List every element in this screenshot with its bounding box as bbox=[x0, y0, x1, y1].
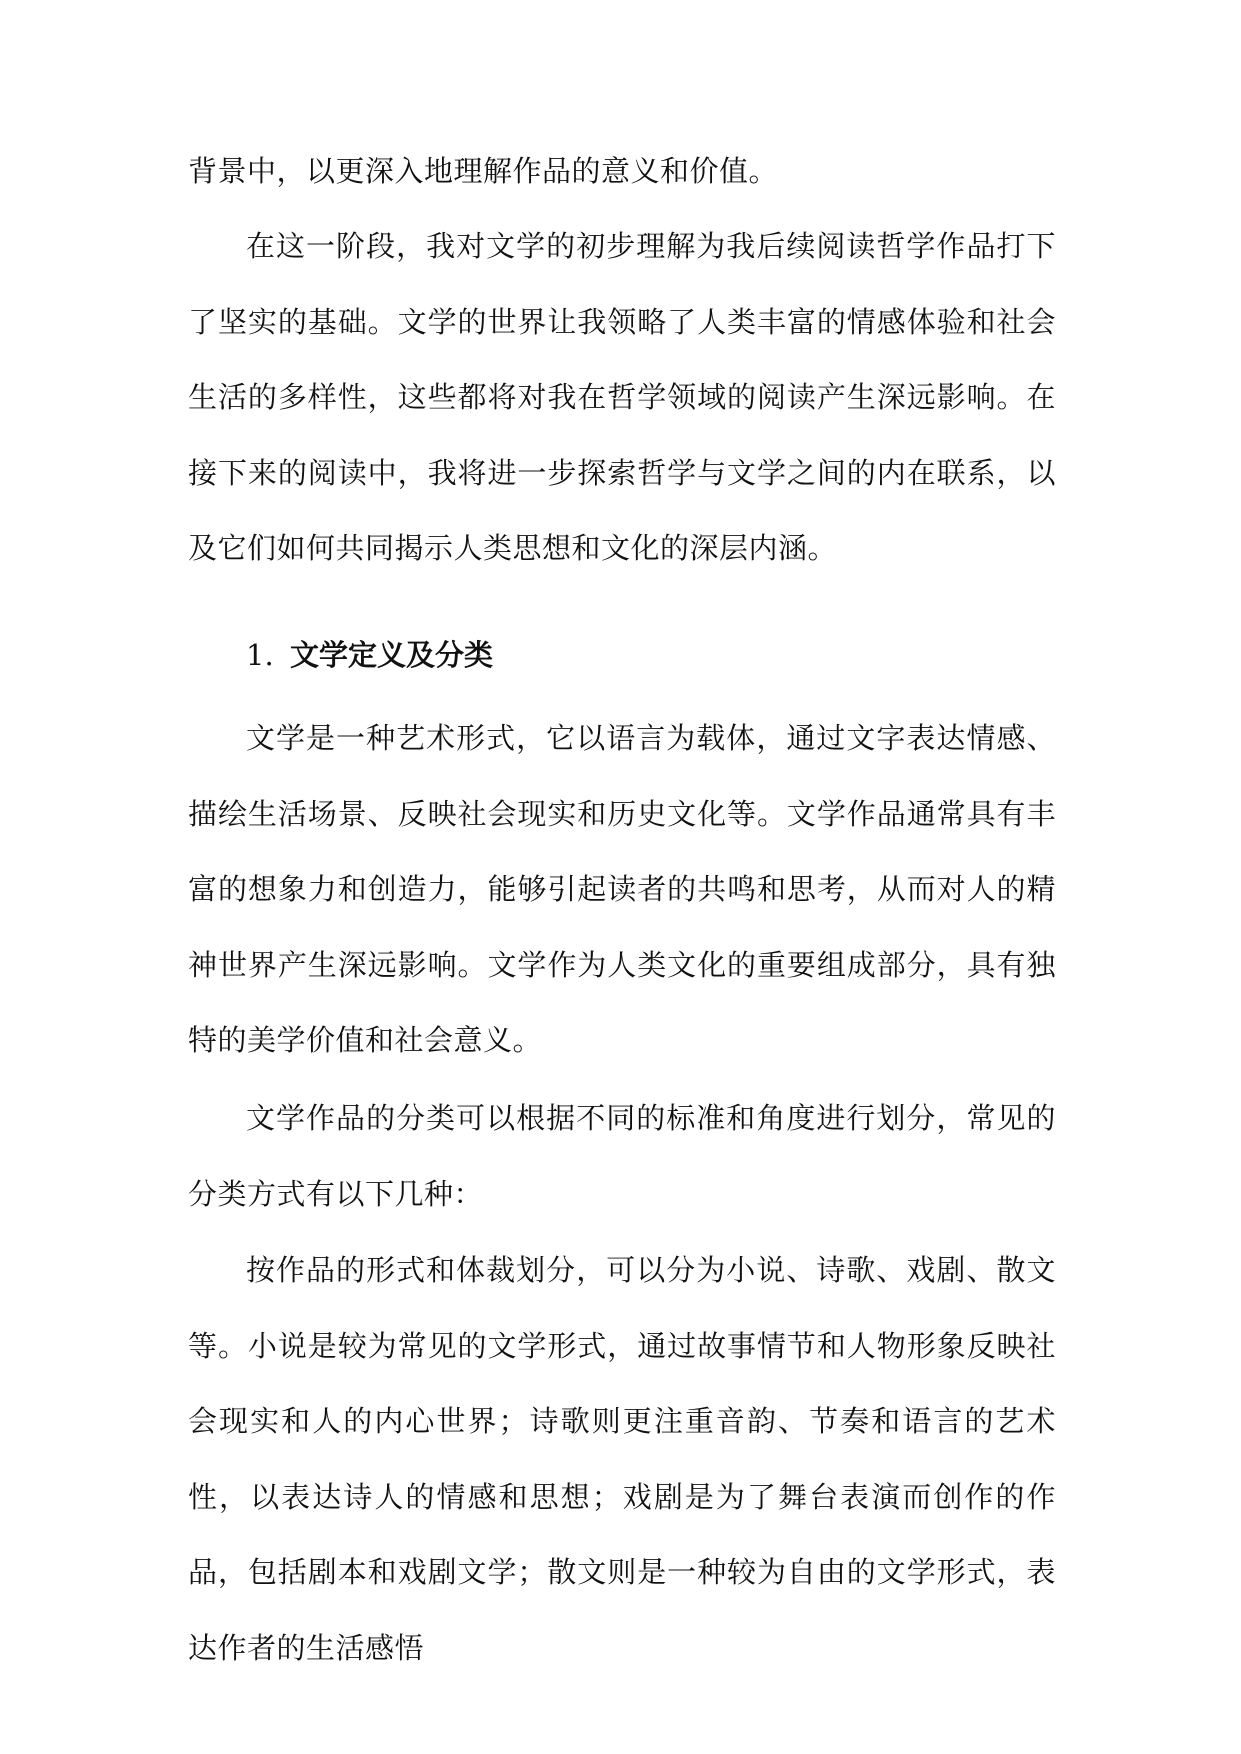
paragraph-stage-summary: 在这一阶段，我对文学的初步理解为我后续阅读哲学作品打下了坚实的基础。文学的世界让我领略了人类丰富的情感体验和社会生活的多样性，这些都将对我在哲学领域的阅读产生深远影响。在接下来的阅读中，我将进一步探索哲学与文学之间的内在联系，以及它们如何共同揭示人类思想和文化的深层内涵。 bbox=[188, 229, 1056, 565]
paragraph-continuation: 背景中，以更深入地理解作品的意义和价值。 bbox=[188, 154, 779, 188]
section-number: 1. bbox=[246, 638, 274, 672]
section-heading bbox=[246, 627, 493, 683]
paragraph-classification-intro: 文学作品的分类可以根据不同的标准和角度进行划分，常见的分类方式有以下几种： bbox=[188, 1101, 1056, 1211]
paragraph-classification-by-form: 按作品的形式和体裁划分，可以分为小说、诗歌、戏剧、散文等。小说是较为常见的文学形式，通过故事情节和人物形象反映社会现实和人的内心世界；诗歌则更注重音韵、节奏和语言的艺术性，以表达诗人的情感和思想；戏剧是为了舞台表演而创作的作品，包括剧本和戏剧文学；散文则是一种较为自由的文学形式，表达作者的生活感悟 bbox=[188, 1253, 1056, 1665]
paragraph-literature-definition: 文学是一种艺术形式，它以语言为载体，通过文字表达情感、描绘生活场景、反映社会现实和历史文化等。文学作品通常具有丰富的想象力和创造力，能够引起读者的共鸣和思考，从而对人的精神世界产生深远影响。文学作为人类文化的重要组成部分，具有独特的美学价值和社会意义。 bbox=[188, 721, 1056, 1057]
section-title: 文学定义及分类 bbox=[290, 638, 494, 672]
